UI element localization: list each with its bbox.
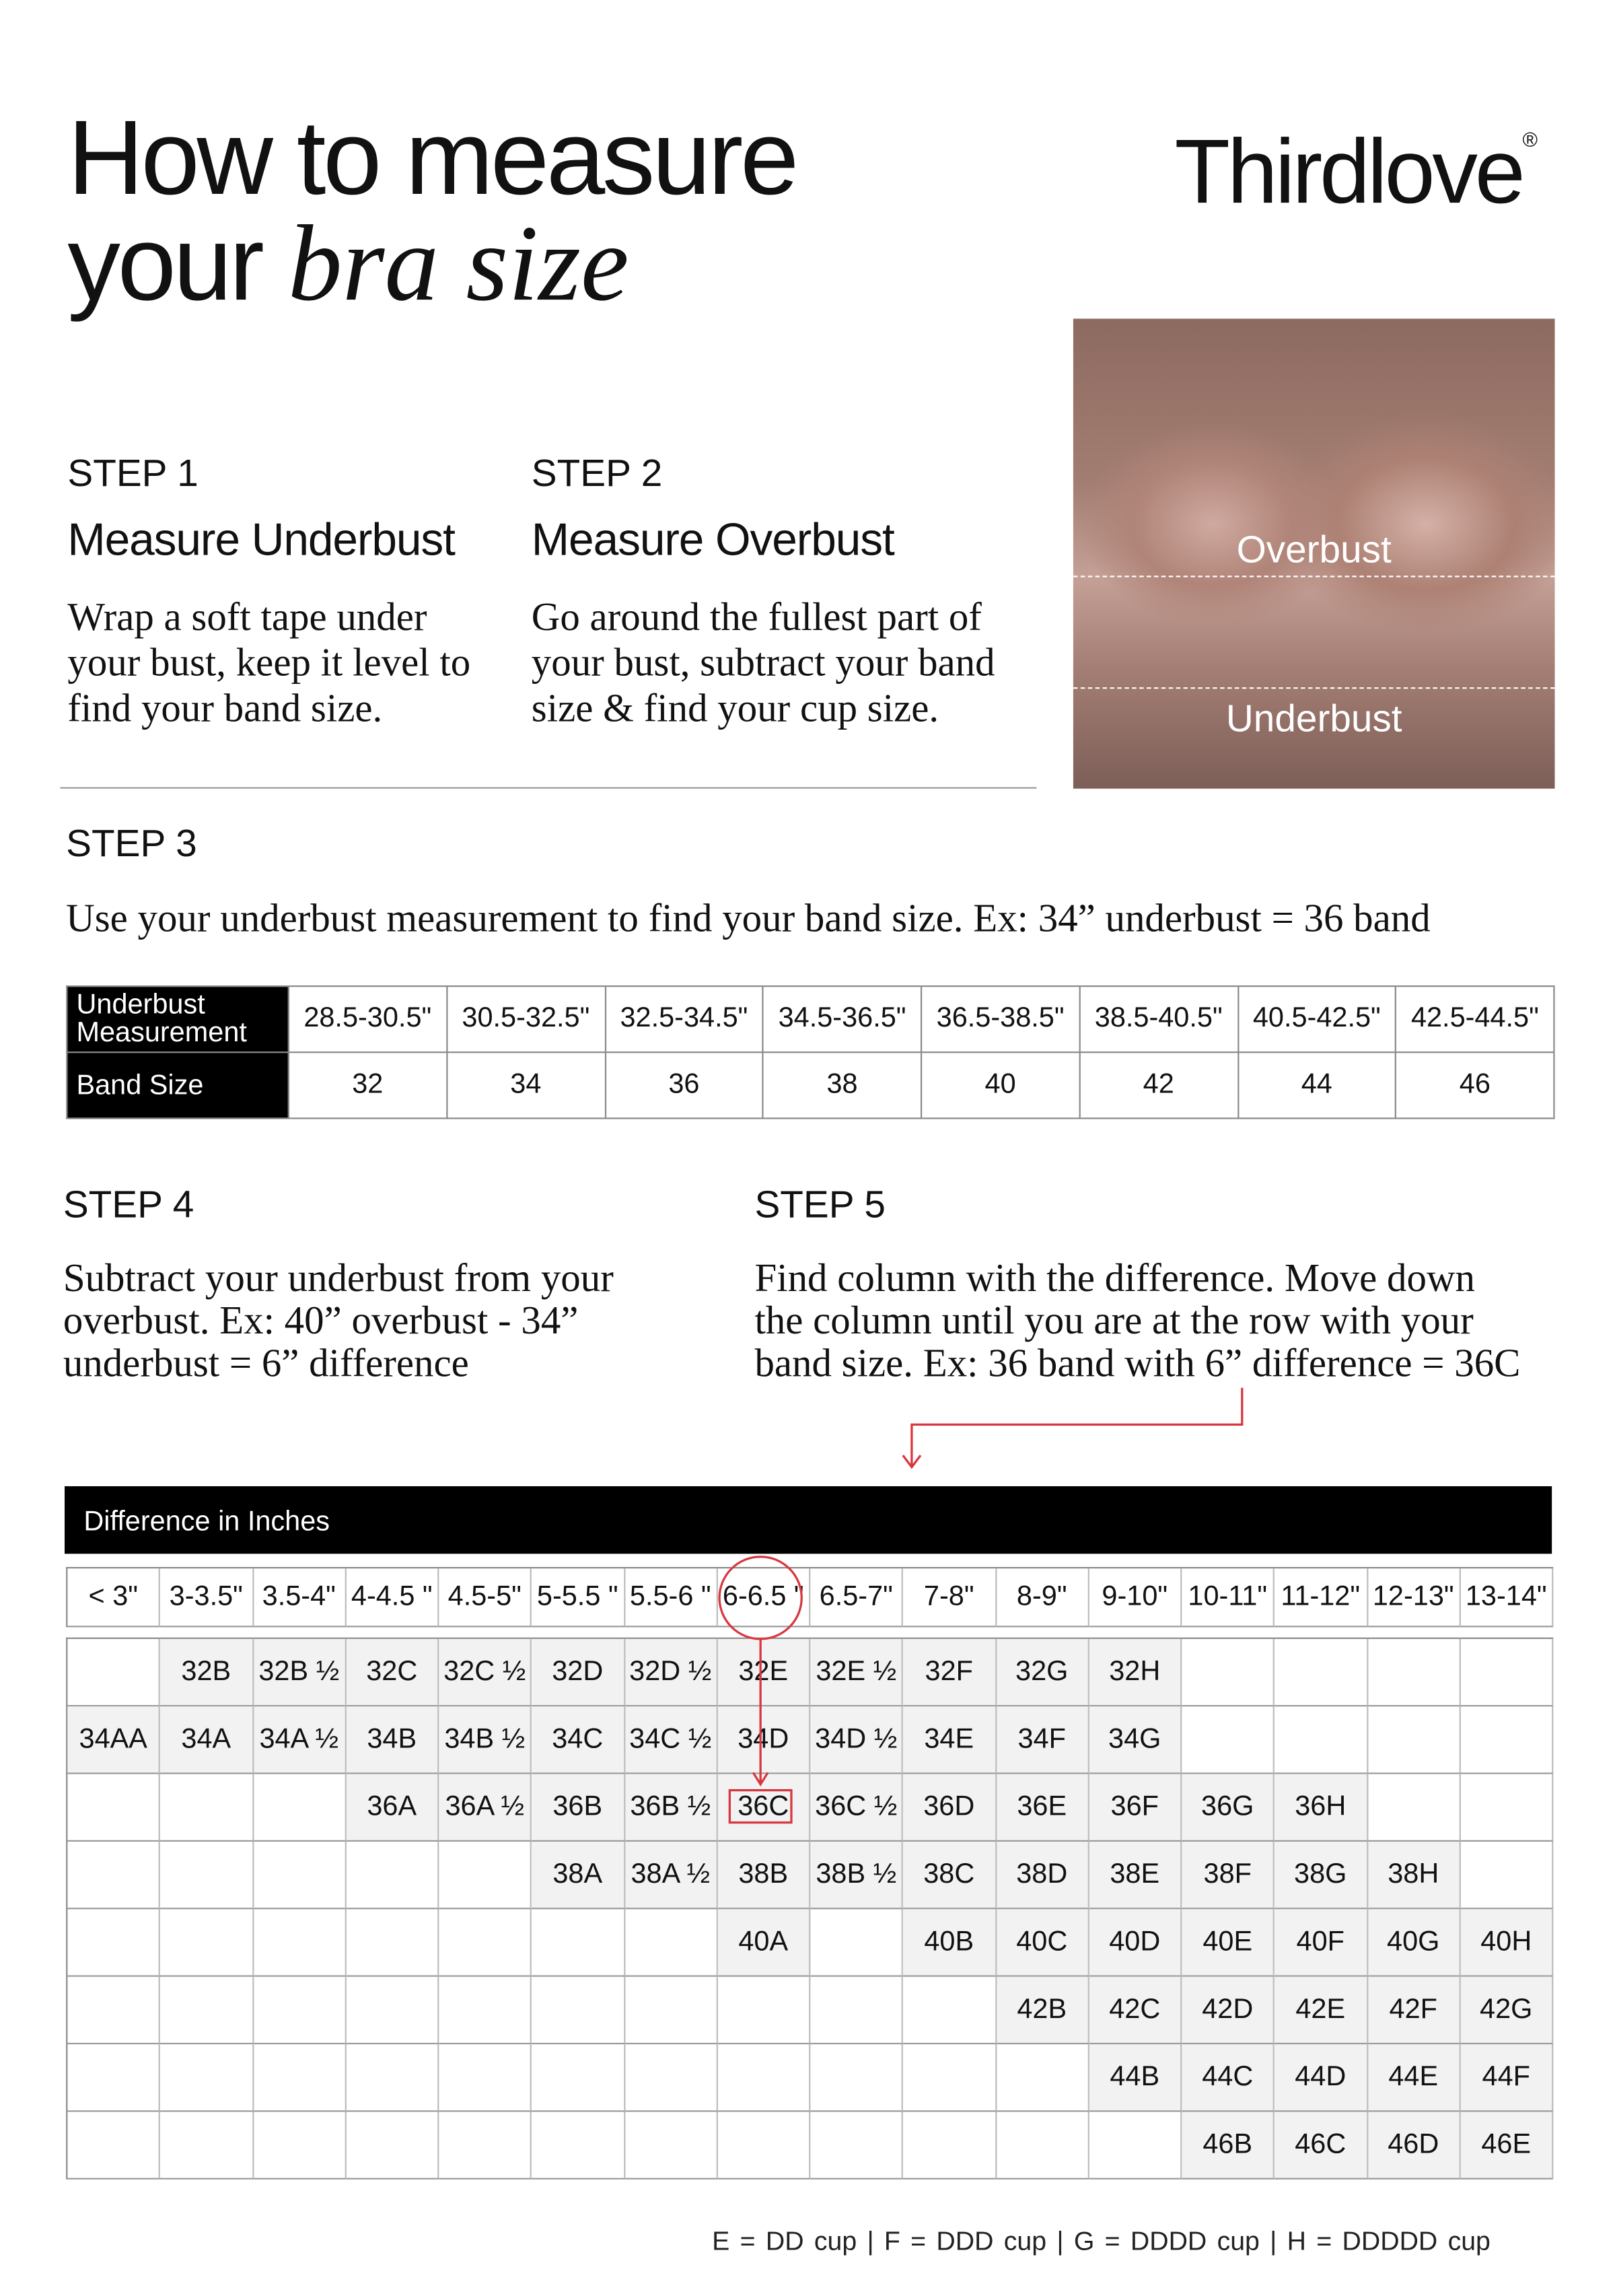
size-cell bbox=[67, 2044, 160, 2112]
size-cell bbox=[532, 1977, 624, 2044]
size-cell: 40G bbox=[1367, 1909, 1460, 1976]
step5-arrow bbox=[903, 1388, 1242, 1467]
size-cell bbox=[439, 2044, 532, 2112]
underbust-range: 36.5-38.5" bbox=[921, 986, 1079, 1052]
size-cell: 32B ½ bbox=[253, 1639, 346, 1706]
band-size-value: 38 bbox=[763, 1052, 921, 1118]
size-cell bbox=[439, 1977, 532, 2044]
size-cell bbox=[624, 1909, 717, 1976]
size-cell bbox=[717, 1977, 810, 2044]
size-cell: 36E bbox=[996, 1774, 1089, 1842]
size-cell bbox=[903, 2112, 996, 2179]
size-cell bbox=[903, 2044, 996, 2112]
size-cell bbox=[346, 1909, 439, 1976]
size-cell: 34D ½ bbox=[810, 1706, 903, 1774]
size-cell: 38E bbox=[1089, 1842, 1182, 1909]
size-cell bbox=[253, 1774, 346, 1842]
size-cell: 32C bbox=[346, 1639, 439, 1706]
band-size-value: 42 bbox=[1079, 1052, 1237, 1118]
size-cell: 32E ½ bbox=[810, 1639, 903, 1706]
underbust-label: Underbust bbox=[1225, 696, 1402, 740]
size-cell: 38G bbox=[1275, 1842, 1367, 1909]
size-cell: 34F bbox=[996, 1706, 1089, 1774]
size-cell bbox=[624, 1977, 717, 2044]
size-cell bbox=[1460, 1842, 1553, 1909]
size-cell bbox=[67, 1774, 160, 1842]
size-cell bbox=[160, 1909, 253, 1976]
size-cell bbox=[1275, 1639, 1367, 1706]
size-cell: 34B bbox=[346, 1706, 439, 1774]
step2-body: Go around the fullest part of your bust, subtract your band size & find your cup size. bbox=[531, 594, 995, 730]
size-cell bbox=[1460, 1706, 1553, 1774]
difference-column-header: 5.5-6 " bbox=[624, 1568, 717, 1627]
step4-body: Subtract your underbust from your overbust. Ex: 40” overbust - 34” underbust = 6” difference bbox=[63, 1255, 614, 1385]
size-cell bbox=[810, 2112, 903, 2179]
size-cell bbox=[624, 2044, 717, 2112]
size-cell bbox=[810, 2044, 903, 2112]
step5-body: Find column with the difference. Move down the column until you are at the row with your band size. Ex: 36 band with 6” difference = 36C bbox=[754, 1255, 1521, 1385]
size-cell: 34E bbox=[903, 1706, 996, 1774]
size-cell: 34C ½ bbox=[624, 1706, 717, 1774]
size-cell bbox=[810, 1977, 903, 2044]
underbust-range: 30.5-32.5" bbox=[447, 986, 605, 1052]
underbust-range: 32.5-34.5" bbox=[605, 986, 763, 1052]
size-cell bbox=[253, 2044, 346, 2112]
size-cell bbox=[810, 1909, 903, 1976]
size-cell: 44E bbox=[1367, 2044, 1460, 2112]
size-cell bbox=[1182, 1706, 1275, 1774]
size-cell: 34A bbox=[160, 1706, 253, 1774]
band-size-value: 36 bbox=[605, 1052, 763, 1118]
size-cell bbox=[67, 1977, 160, 2044]
difference-column-header: 6.5-7" bbox=[810, 1568, 903, 1627]
size-cell bbox=[439, 1842, 532, 1909]
size-cell: 42C bbox=[1089, 1977, 1182, 2044]
step5-label: STEP 5 bbox=[754, 1182, 886, 1226]
difference-column-header: 9-10" bbox=[1089, 1568, 1182, 1627]
size-cell bbox=[1367, 1774, 1460, 1842]
step2-label: STEP 2 bbox=[531, 450, 663, 495]
size-cell: 32B bbox=[160, 1639, 253, 1706]
size-cell bbox=[160, 2044, 253, 2112]
size-cell: 34B ½ bbox=[439, 1706, 532, 1774]
size-cell bbox=[903, 1977, 996, 2044]
step4-label: STEP 4 bbox=[63, 1182, 194, 1226]
size-cell: 46B bbox=[1182, 2112, 1275, 2179]
underbust-range: 28.5-30.5" bbox=[289, 986, 447, 1052]
size-cell: 42D bbox=[1182, 1977, 1275, 2044]
size-cell: 32H bbox=[1089, 1639, 1182, 1706]
size-cell bbox=[532, 1909, 624, 1976]
size-cell bbox=[532, 2044, 624, 2112]
size-cell: 44B bbox=[1089, 2044, 1182, 2112]
size-cell bbox=[1460, 1774, 1553, 1842]
difference-column-header: 11-12" bbox=[1275, 1568, 1367, 1627]
size-cell: 36G bbox=[1182, 1774, 1275, 1842]
size-cell bbox=[996, 2044, 1089, 2112]
size-cell: 42G bbox=[1460, 1977, 1553, 2044]
brand-logo: Thirdlove® bbox=[1174, 122, 1538, 223]
size-cell bbox=[1367, 1639, 1460, 1706]
size-cell: 46E bbox=[1460, 2112, 1553, 2179]
size-cell: 38B ½ bbox=[810, 1842, 903, 1909]
size-cell: 32D ½ bbox=[624, 1639, 717, 1706]
size-cell bbox=[439, 1909, 532, 1976]
band-size-value: 34 bbox=[447, 1052, 605, 1118]
size-cell: 32C ½ bbox=[439, 1639, 532, 1706]
size-cell bbox=[253, 1842, 346, 1909]
size-cell: 44F bbox=[1460, 2044, 1553, 2112]
title-emphasis: bra size bbox=[287, 204, 629, 325]
size-cell bbox=[717, 2044, 810, 2112]
size-cell: 42F bbox=[1367, 1977, 1460, 2044]
size-cell bbox=[67, 2112, 160, 2179]
size-cell bbox=[624, 2112, 717, 2179]
size-cell: 32D bbox=[532, 1639, 624, 1706]
size-cell: 36A ½ bbox=[439, 1774, 532, 1842]
overbust-label: Overbust bbox=[1236, 527, 1392, 571]
size-cell: 36C bbox=[717, 1774, 810, 1842]
size-cell bbox=[160, 1774, 253, 1842]
size-cell bbox=[67, 1639, 160, 1706]
difference-column-header: 13-14" bbox=[1460, 1568, 1553, 1627]
size-cell: 38D bbox=[996, 1842, 1089, 1909]
step1-body: Wrap a soft tape under your bust, keep it level to find your band size. bbox=[67, 594, 471, 730]
underbust-range: 40.5-42.5" bbox=[1237, 986, 1396, 1052]
size-cell: 42E bbox=[1275, 1977, 1367, 2044]
difference-column-header: 5-5.5 " bbox=[532, 1568, 624, 1627]
size-cell: 32F bbox=[903, 1639, 996, 1706]
size-cell: 38A bbox=[532, 1842, 624, 1909]
difference-column-header: 8-9" bbox=[996, 1568, 1089, 1627]
size-cell bbox=[160, 2112, 253, 2179]
size-cell bbox=[346, 1842, 439, 1909]
band-size-value: 40 bbox=[921, 1052, 1079, 1118]
size-cell: 36C ½ bbox=[810, 1774, 903, 1842]
difference-column-header: 4-4.5 " bbox=[346, 1568, 439, 1627]
size-cell: 34D bbox=[717, 1706, 810, 1774]
size-cell: 46C bbox=[1275, 2112, 1367, 2179]
difference-column-header: 3.5-4" bbox=[253, 1568, 346, 1627]
size-cell: 36F bbox=[1089, 1774, 1182, 1842]
size-cell: 32E bbox=[717, 1639, 810, 1706]
cup-size-grid bbox=[66, 1638, 1553, 2180]
size-cell bbox=[253, 2112, 346, 2179]
step1-label: STEP 1 bbox=[67, 450, 199, 495]
step3-label: STEP 3 bbox=[66, 821, 197, 866]
size-cell: 34C bbox=[532, 1706, 624, 1774]
size-cell: 40A bbox=[717, 1909, 810, 1976]
step3-body: Use your underbust measurement to find your band size. Ex: 34” underbust = 36 band bbox=[66, 895, 1431, 940]
underbust-header: Underbust Measurement bbox=[67, 986, 288, 1052]
underbust-range: 34.5-36.5" bbox=[763, 986, 921, 1052]
size-cell: 38A ½ bbox=[624, 1842, 717, 1909]
size-cell: 34AA bbox=[67, 1706, 160, 1774]
size-cell: 34G bbox=[1089, 1706, 1182, 1774]
size-cell bbox=[160, 1842, 253, 1909]
size-cell: 36A bbox=[346, 1774, 439, 1842]
size-cell: 46D bbox=[1367, 2112, 1460, 2179]
difference-column-header: 7-8" bbox=[903, 1568, 996, 1627]
difference-column-header: 6-6.5 " bbox=[717, 1568, 810, 1627]
size-cell: 40E bbox=[1182, 1909, 1275, 1976]
band-size-value: 46 bbox=[1396, 1052, 1554, 1118]
band-size-value: 32 bbox=[289, 1052, 447, 1118]
underbust-range: 42.5-44.5" bbox=[1396, 986, 1554, 1052]
size-cell: 40C bbox=[996, 1909, 1089, 1976]
size-cell bbox=[1089, 2112, 1182, 2179]
difference-column-header: 12-13" bbox=[1367, 1568, 1460, 1627]
size-cell: 38F bbox=[1182, 1842, 1275, 1909]
size-cell bbox=[1182, 1639, 1275, 1706]
page-title: How to measure your bra size bbox=[67, 100, 797, 325]
size-cell: 36B ½ bbox=[624, 1774, 717, 1842]
size-cell bbox=[67, 1842, 160, 1909]
size-cell bbox=[67, 1909, 160, 1976]
size-cell: 38C bbox=[903, 1842, 996, 1909]
band-size-header: Band Size bbox=[67, 1052, 288, 1118]
size-cell bbox=[253, 1977, 346, 2044]
difference-column-header: 10-11" bbox=[1182, 1568, 1275, 1627]
size-cell bbox=[346, 1977, 439, 2044]
size-cell: 42B bbox=[996, 1977, 1089, 2044]
size-cell bbox=[532, 2112, 624, 2179]
difference-header: Difference in Inches bbox=[65, 1486, 1552, 1554]
size-cell: 34A ½ bbox=[253, 1706, 346, 1774]
size-cell bbox=[717, 2112, 810, 2179]
size-cell: 38B bbox=[717, 1842, 810, 1909]
size-cell bbox=[1367, 1706, 1460, 1774]
size-cell: 32G bbox=[996, 1639, 1089, 1706]
size-cell bbox=[1275, 1706, 1367, 1774]
difference-column-header: < 3" bbox=[67, 1568, 160, 1627]
underbust-range: 38.5-40.5" bbox=[1079, 986, 1237, 1052]
difference-column-header: 3-3.5" bbox=[160, 1568, 253, 1627]
size-cell: 40B bbox=[903, 1909, 996, 1976]
size-cell: 40F bbox=[1275, 1909, 1367, 1976]
size-cell: 36B bbox=[532, 1774, 624, 1842]
step1-heading: Measure Underbust bbox=[67, 514, 455, 565]
size-cell: 44D bbox=[1275, 2044, 1367, 2112]
size-cell bbox=[346, 2044, 439, 2112]
size-cell bbox=[1460, 1639, 1553, 1706]
difference-column-header: 4.5-5" bbox=[439, 1568, 532, 1627]
size-cell: 40H bbox=[1460, 1909, 1553, 1976]
size-cell bbox=[346, 2112, 439, 2179]
size-cell: 40D bbox=[1089, 1909, 1182, 1976]
size-cell bbox=[996, 2112, 1089, 2179]
size-cell bbox=[439, 2112, 532, 2179]
size-cell: 36D bbox=[903, 1774, 996, 1842]
cup-legend: E = DD cup | F = DDD cup | G = DDDD cup | H = DDDDD cup bbox=[712, 2226, 1491, 2256]
step2-heading: Measure Overbust bbox=[531, 514, 894, 565]
size-cell: 38H bbox=[1367, 1842, 1460, 1909]
size-cell bbox=[160, 1977, 253, 2044]
size-cell: 44C bbox=[1182, 2044, 1275, 2112]
size-cell: 36H bbox=[1275, 1774, 1367, 1842]
band-size-value: 44 bbox=[1237, 1052, 1396, 1118]
difference-columns bbox=[66, 1567, 1553, 1627]
size-cell bbox=[253, 1909, 346, 1976]
